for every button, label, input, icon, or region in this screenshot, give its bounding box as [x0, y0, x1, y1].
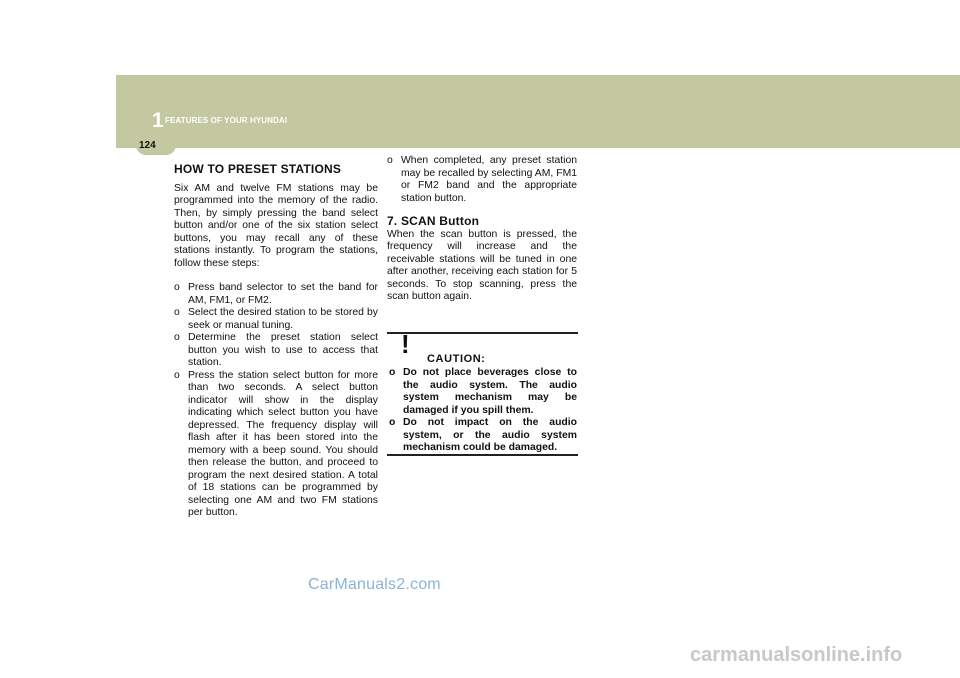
- list-item: o Select the desired station to be stored by seek or manual tuning.: [174, 307, 378, 331]
- caution-list: [389, 367, 577, 455]
- list-item: o Press band selector to set the band for AM, FM1, or FM2.: [174, 282, 378, 306]
- scan-paragraph: When the scan button is pressed, the frequency will increase and the receivable stations will be tuned in one after another, receiving each station for 5 seconds. To stop scanning, press the scan button again.: [387, 228, 577, 302]
- caution-box: [387, 332, 578, 456]
- chapter-number: 1: [152, 109, 164, 132]
- list-item: o Press the station select button for more than two seconds. A select button indicator will show in the display indicating which select button you have depressed. The frequency display will flash after it has been stored into the memory with a beep sound. You should then release the button, and proceed to program the next desired station. A total of 18 stations can be programmed by selecting one AM and two FM stations per button.: [174, 369, 378, 518]
- caution-title: CAUTION:: [427, 353, 486, 365]
- left-column: [174, 163, 378, 520]
- completed-list: [387, 155, 577, 205]
- list-item: o Do not impact on the audio system, or the audio system mechanism could be damaged.: [389, 417, 577, 453]
- right-column: [387, 155, 577, 304]
- page-number: 124: [139, 140, 156, 151]
- svg-text:!: !: [401, 331, 410, 357]
- header-band: [116, 75, 960, 148]
- list-item: o Determine the preset station select button you wish to use to access that station.: [174, 332, 378, 368]
- chapter-title: FEATURES OF YOUR HYUNDAI: [165, 116, 288, 125]
- scan-button-heading: 7. SCAN Button: [387, 214, 480, 228]
- list-item: o Do not place beverages close to the audio system. The audio system mechanism may be damaged if you spill them.: [389, 367, 577, 416]
- watermark-link[interactable]: CarManuals2.com: [308, 576, 441, 593]
- watermark-footer: carmanualsonline.info: [690, 644, 903, 666]
- preset-intro-paragraph: Six AM and twelve FM stations may be programmed into the memory of the radio. Then, by simply pressing the band select button and/or one of the six station select buttons, you may recall any of these stations instantly. To program the stations, follow these steps:: [174, 182, 378, 269]
- warning-icon: [390, 331, 420, 357]
- list-item: o When completed, any preset station may be recalled by selecting AM, FM1 or FM2 band and the appropriate station button.: [387, 155, 577, 204]
- preset-stations-heading: HOW TO PRESET STATIONS: [174, 162, 342, 176]
- preset-steps-list: [174, 282, 378, 520]
